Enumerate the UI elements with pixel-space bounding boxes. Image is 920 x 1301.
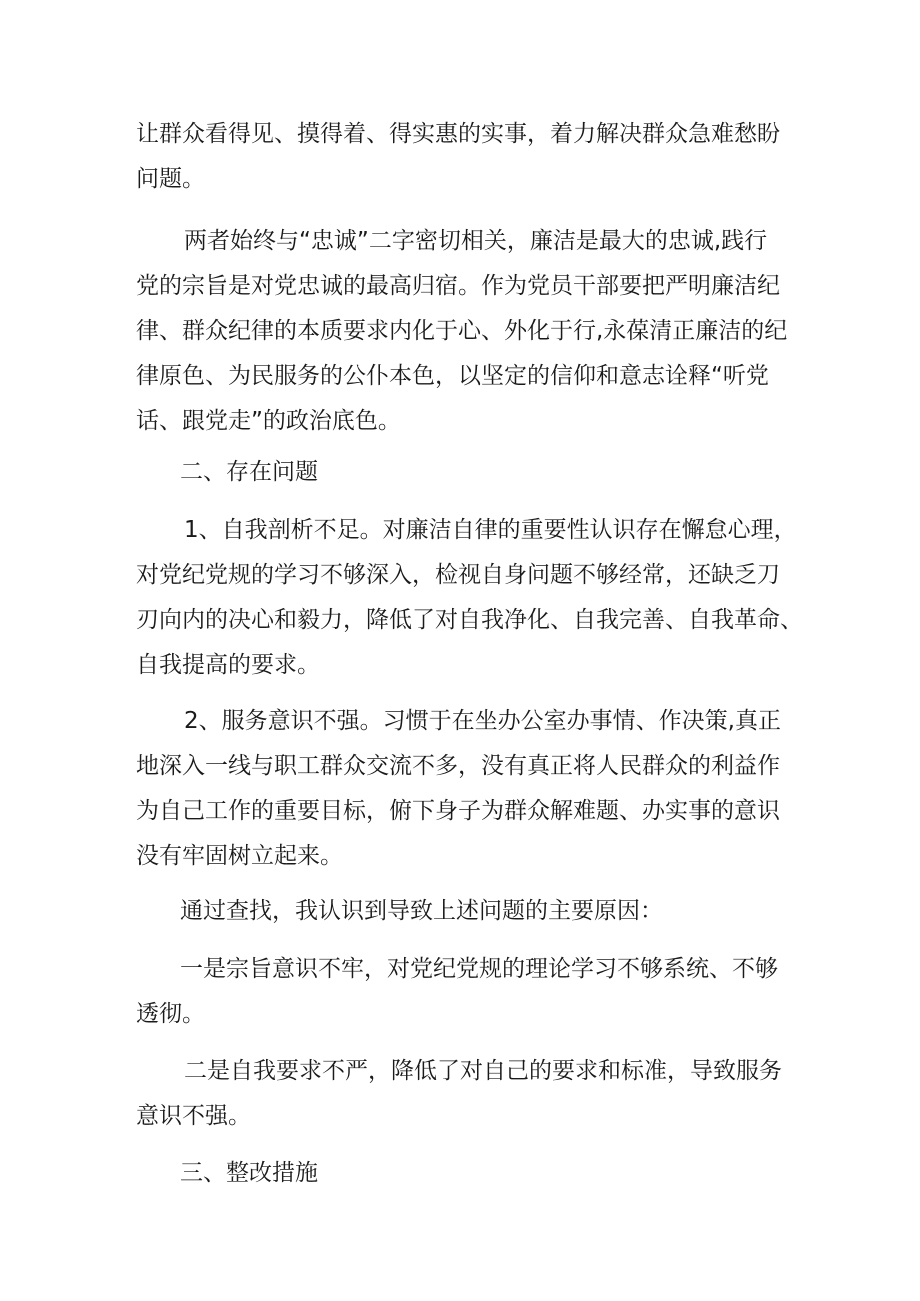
text-line: 三、整改措施 xyxy=(180,1160,318,1186)
text-line: 通过查找，我认识到导致上述问题的主要原因： xyxy=(180,898,663,924)
text-line: 刃向内的决心和毅力，降低了对自我净化、自我完善、自我革命、 xyxy=(136,607,803,633)
text-line: 一是宗旨意识不牢，对党纪党规的理论学习不够系统、不够 xyxy=(180,956,778,982)
text-line: 2、服务意识不强。习惯于在坐办公室办事情、作决策,真正 xyxy=(184,708,781,734)
text-line: 1、自我剖析不足。对廉洁自律的重要性认识存在懈怠心理， xyxy=(184,517,797,543)
text-line: 自我提高的要求。 xyxy=(136,652,320,678)
text-line: 话、跟党走”的政治底色。 xyxy=(136,408,401,434)
text-line: 地深入一线与职工群众交流不多，没有真正将人民群众的利益作 xyxy=(136,753,780,779)
text-line: 律、群众纪律的本质要求内化于心、外化于行,永葆清正廉洁的纪 xyxy=(136,318,788,344)
text-line: 没有牢固树立起来。 xyxy=(136,843,343,869)
text-line: 为自己工作的重要目标，俯下身子为群众解难题、办实事的意识 xyxy=(136,798,780,824)
text-line: 二、存在问题 xyxy=(180,459,318,485)
text-line: 两者始终与“忠诚”二字密切相关，廉洁是最大的忠诚,践行 xyxy=(184,228,768,254)
text-line: 让群众看得见、摸得着、得实惠的实事，着力解决群众急难愁盼 xyxy=(136,121,780,147)
text-line: 对党纪党规的学习不够深入，检视自身问题不够经常，还缺乏刀 xyxy=(136,562,780,588)
text-line: 律原色、为民服务的公仆本色，以坚定的信仰和意志诠释“听党 xyxy=(136,363,769,389)
text-line: 问题。 xyxy=(136,166,205,192)
text-line: 党的宗旨是对党忠诚的最高归宿。作为党员干部要把严明廉洁纪 xyxy=(136,273,780,299)
text-line: 二是自我要求不严，降低了对自己的要求和标准，导致服务 xyxy=(184,1058,782,1084)
text-line: 意识不强。 xyxy=(136,1103,251,1129)
text-line: 透彻。 xyxy=(136,1001,205,1027)
